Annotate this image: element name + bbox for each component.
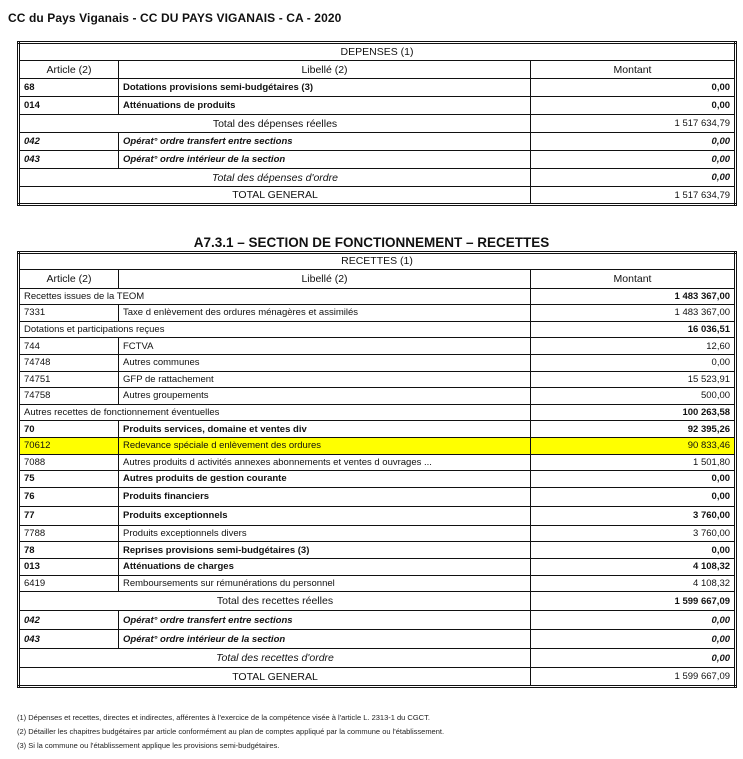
libelle-cell: Autres communes (119, 354, 531, 371)
group-row (19, 321, 736, 338)
column-header-article: Article (2) (19, 269, 119, 288)
recettes-header-row (19, 269, 736, 288)
libelle-cell: GFP de rattachement (119, 371, 531, 388)
article-cell: 77 (19, 506, 119, 525)
depenses-caption: DEPENSES (1) (19, 43, 736, 61)
recettes-table (17, 251, 737, 688)
article-cell: 74758 (19, 388, 119, 405)
footnote: (2) Détailler les chapitres budgétaires par article conformément au plan de comptes appliqué par la commune ou l'établissement. (17, 727, 445, 736)
libelle-cell: Produits exceptionnels divers (119, 525, 531, 542)
article-cell: 7788 (19, 525, 119, 542)
group-montant: 100 263,58 (531, 404, 736, 421)
total-montant: 0,00 (531, 169, 736, 187)
article-cell: 70 (19, 421, 119, 438)
table-row (19, 575, 736, 592)
table-row (19, 79, 736, 97)
table-row (19, 454, 736, 471)
table-row (19, 542, 736, 559)
total-montant: 1 599 667,09 (531, 592, 736, 611)
total-recettes-ordre-row (19, 649, 736, 668)
article-cell: 70612 (19, 437, 119, 454)
article-cell: 6419 (19, 575, 119, 592)
total-label: Total des dépenses réelles (19, 115, 531, 133)
libelle-cell: Redevance spéciale d enlèvement des ordures (119, 437, 531, 454)
libelle-cell: Autres produits de gestion courante (119, 471, 531, 488)
table-row (19, 525, 736, 542)
libelle-cell: Autres produits d activités annexes abonnements et ventes d ouvrages ... (119, 454, 531, 471)
table-row (19, 471, 736, 488)
montant-cell: 0,00 (531, 630, 736, 649)
libelle-cell: Taxe d enlèvement des ordures ménagères et assimilés (119, 305, 531, 322)
column-header-libelle: Libellé (2) (119, 269, 531, 288)
article-cell: 043 (19, 151, 119, 169)
table-row (19, 305, 736, 322)
libelle-cell: Remboursements sur rémunérations du personnel (119, 575, 531, 592)
article-cell: 042 (19, 611, 119, 630)
total-general-row (19, 668, 736, 687)
article-cell: 014 (19, 97, 119, 115)
article-cell: 74748 (19, 354, 119, 371)
total-depenses-ordre-row (19, 169, 736, 187)
column-header-libelle: Libellé (2) (119, 61, 531, 79)
libelle-cell: Reprises provisions semi-budgétaires (3) (119, 542, 531, 559)
montant-cell: 0,00 (531, 542, 736, 559)
recettes-caption: RECETTES (1) (19, 253, 736, 270)
libelle-cell: Opérat° ordre intérieur de la section (119, 151, 531, 169)
article-cell: 78 (19, 542, 119, 559)
montant-cell: 0,00 (531, 151, 736, 169)
montant-cell: 15 523,91 (531, 371, 736, 388)
highlighted-row (19, 437, 736, 454)
montant-cell: 12,60 (531, 338, 736, 355)
depenses-header-row (19, 61, 736, 79)
column-header-montant: Montant (531, 61, 736, 79)
article-cell: 013 (19, 558, 119, 575)
total-montant: 0,00 (531, 649, 736, 668)
depenses-caption-row (19, 43, 736, 61)
total-label: Total des recettes réelles (19, 592, 531, 611)
libelle-cell: Atténuations de charges (119, 558, 531, 575)
montant-cell: 0,00 (531, 354, 736, 371)
table-row (19, 354, 736, 371)
libelle-cell: Autres groupements (119, 388, 531, 405)
total-recettes-reelles-row (19, 592, 736, 611)
article-cell: 043 (19, 630, 119, 649)
libelle-cell: Opérat° ordre intérieur de la section (119, 630, 531, 649)
article-cell: 68 (19, 79, 119, 97)
total-general-row (19, 187, 736, 205)
total-montant: 1 517 634,79 (531, 187, 736, 205)
libelle-cell: FCTVA (119, 338, 531, 355)
montant-cell: 92 395,26 (531, 421, 736, 438)
total-label: TOTAL GENERAL (19, 187, 531, 205)
footnote: (1) Dépenses et recettes, directes et indirectes, afférentes à l'exercice de la compétence visée à l'article L. 2313-1 du CGCT. (17, 713, 430, 722)
libelle-cell: Produits exceptionnels (119, 506, 531, 525)
table-row (19, 558, 736, 575)
article-cell: 75 (19, 471, 119, 488)
article-cell: 042 (19, 133, 119, 151)
libelle-cell: Dotations provisions semi-budgétaires (3) (119, 79, 531, 97)
table-row (19, 97, 736, 115)
montant-cell: 0,00 (531, 79, 736, 97)
total-label: Total des recettes d'ordre (19, 649, 531, 668)
depenses-table (17, 41, 737, 206)
document-title: CC du Pays Viganais - CC DU PAYS VIGANAIS - CA - 2020 (8, 11, 342, 25)
total-label: Total des dépenses d'ordre (19, 169, 531, 187)
column-header-article: Article (2) (19, 61, 119, 79)
total-label: TOTAL GENERAL (19, 668, 531, 687)
table-row (19, 371, 736, 388)
montant-cell: 4 108,32 (531, 575, 736, 592)
group-label: Recettes issues de la TEOM (19, 288, 531, 305)
group-label: Dotations et participations reçues (19, 321, 531, 338)
libelle-cell: Produits services, domaine et ventes div (119, 421, 531, 438)
group-montant: 1 483 367,00 (531, 288, 736, 305)
article-cell: 7331 (19, 305, 119, 322)
total-montant: 1 599 667,09 (531, 668, 736, 687)
table-row (19, 611, 736, 630)
group-row (19, 288, 736, 305)
montant-cell: 500,00 (531, 388, 736, 405)
montant-cell: 3 760,00 (531, 525, 736, 542)
group-row (19, 404, 736, 421)
montant-cell: 0,00 (531, 97, 736, 115)
montant-cell: 0,00 (531, 487, 736, 506)
montant-cell: 1 501,80 (531, 454, 736, 471)
article-cell: 7088 (19, 454, 119, 471)
montant-cell: 0,00 (531, 133, 736, 151)
montant-cell: 0,00 (531, 471, 736, 488)
column-header-montant: Montant (531, 269, 736, 288)
article-cell: 744 (19, 338, 119, 355)
footnote: (3) Si la commune ou l'établissement applique les provisions semi-budgétaires. (17, 741, 280, 750)
montant-cell: 1 483 367,00 (531, 305, 736, 322)
montant-cell: 0,00 (531, 611, 736, 630)
total-depenses-reelles-row (19, 115, 736, 133)
table-row (19, 388, 736, 405)
group-montant: 16 036,51 (531, 321, 736, 338)
table-row (19, 421, 736, 438)
libelle-cell: Opérat° ordre transfert entre sections (119, 133, 531, 151)
montant-cell: 90 833,46 (531, 437, 736, 454)
libelle-cell: Produits financiers (119, 487, 531, 506)
table-row (19, 133, 736, 151)
footnotes (17, 711, 444, 753)
section-title: A7.3.1 – SECTION DE FONCTIONNEMENT – RECETTES (193, 235, 550, 250)
group-label: Autres recettes de fonctionnement éventuelles (19, 404, 531, 421)
libelle-cell: Opérat° ordre transfert entre sections (119, 611, 531, 630)
table-row (19, 506, 736, 525)
total-montant: 1 517 634,79 (531, 115, 736, 133)
article-cell: 76 (19, 487, 119, 506)
table-row (19, 487, 736, 506)
table-row (19, 338, 736, 355)
libelle-cell: Atténuations de produits (119, 97, 531, 115)
article-cell: 74751 (19, 371, 119, 388)
montant-cell: 3 760,00 (531, 506, 736, 525)
recettes-caption-row (19, 253, 736, 270)
table-row (19, 151, 736, 169)
montant-cell: 4 108,32 (531, 558, 736, 575)
table-row (19, 630, 736, 649)
